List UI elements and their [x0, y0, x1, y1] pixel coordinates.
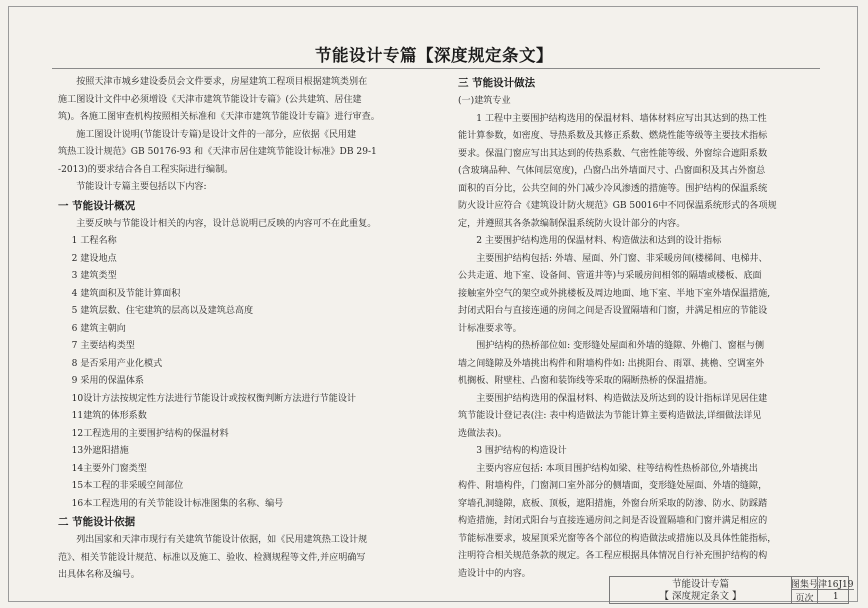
- section-2-heading: 二 节能设计依据: [58, 516, 136, 528]
- list-item: 12工程选用的主要围护结构的保温材料: [71, 428, 229, 439]
- list-item: 10设计方法按规定性方法进行节能设计或按权衡判断方法进行节能设计: [71, 393, 357, 404]
- para-line: 主要内容应包括: 本项目围护结构如梁、柱等结构性热桥部位,外墙挑出: [476, 463, 758, 474]
- list-item: 14主要外门窗类型: [71, 463, 147, 474]
- para-line: 公共走道、地下室、设备间、管道井等)与采暖房间相邻的隔墙或楼板、底面: [458, 271, 762, 281]
- list-item: 13外遮阳措施: [71, 446, 129, 456]
- list-item: 16本工程选用的有关节能设计标准图集的名称、编号: [71, 498, 284, 509]
- intro-line: 施工图设计说明(节能设计专篇)是设计文件的一部分，应依据《民用建: [76, 129, 357, 140]
- para-line: 防火设计应符合《建筑设计防火规范》GB 50016中不同保温系统形式的各项规: [458, 201, 777, 211]
- title-block-code: 津16J19: [818, 577, 854, 590]
- para-line: (含玻璃品种、气体间层宽度)，凸窗凸出外墙面尺寸、凸窗面积及其占外窗总: [458, 166, 766, 176]
- section-1-desc: 主要反映与节能设计相关的内容，设计总说明已反映的内容可不在此重复。: [76, 218, 377, 229]
- list-item: 3 建筑类型: [71, 271, 117, 281]
- list-item: 5 建筑层数、住宅建筑的层高以及建筑总高度: [71, 306, 254, 316]
- list-item: 4 建筑面积及节能计算面积: [71, 288, 181, 299]
- para-line: 构造措施，封闭式阳台与直接连通房间之间是否设置隔墙和门窗并满足相应的: [458, 516, 768, 526]
- list-item: 11建筑的体形系数: [71, 411, 147, 421]
- title-block-code-label: 图集号: [792, 577, 818, 590]
- list-item: 2 建设地点: [71, 253, 117, 264]
- para-line: 计标准要求等。: [458, 323, 522, 334]
- para-line: 墙之间缝隙及外墙挑出构件和附墙构件如: 出挑阳台、雨罩、挑檐、空调室外: [458, 358, 765, 369]
- section-3-heading: 三 节能设计做法: [458, 77, 536, 89]
- para-line: 围护结构的热桥部位如: 变形缝处屋面和外墙的缝隙、外檐门、窗框与侧: [476, 341, 765, 351]
- title-block: [609, 576, 854, 604]
- right-column: [458, 74, 818, 583]
- para-line: 机搁板、附壁柱、凸窗和装饰线等采取的隔断热桥的保温措施。: [458, 376, 713, 386]
- title-rule: [52, 68, 820, 69]
- para-line: 要求。保温门窗应写出其达到的传热系数、气密性能等级、外窗综合遮阳系数: [458, 148, 768, 159]
- title-block-name-line2: 【 深度规定条文 】: [659, 590, 742, 602]
- para-line: 定，并遵照其各条款编制保温系统防火设计部分的内容。: [458, 218, 686, 229]
- intro-line: 按照天津市城乡建设委员会文件要求，房屋建筑工程项目根据建筑类别在: [76, 77, 368, 87]
- para-line: 接触室外空气的架空或外挑楼板及周边地面、地下室、半地下室外墙保温措施,: [458, 288, 771, 299]
- title-block-name: [610, 577, 792, 604]
- para-line: 选做法表)。: [458, 428, 508, 439]
- intro-line: 节能设计专篇主要包括以下内容:: [76, 182, 207, 192]
- para-line: 2 主要围护结构选用的保温材料、构造做法和达到的设计指标: [476, 236, 722, 246]
- list-item: 9 采用的保温体系: [71, 376, 144, 386]
- para-line: 封闭式阳台与直接连通的房间之间是否设置隔墙和门窗，并满足相应的节能设: [458, 306, 768, 316]
- para-line: 主要围护结构包括: 外墙、屋面、外门窗、非采暖房间(楼梯间、电梯井、: [476, 253, 768, 264]
- para-line: 面积的百分比，公共空间的外门减少冷风渗透的措施等。围护结构的保温系统: [458, 183, 768, 194]
- title-block-page-label: 页次: [792, 590, 818, 604]
- intro-line: 施工图设计文件中必须增设《天津市建筑节能设计专篇》(公共建筑、居住建: [58, 94, 362, 105]
- list-item: 7 主要结构类型: [71, 341, 135, 351]
- para-line: 造设计中的内容。: [458, 568, 531, 579]
- para-line: 主要围护结构选用的保温材料、构造做法及所达到的设计指标详见居住建: [476, 393, 768, 404]
- intro-line: 筑)。各施工图审查机构按照相关标准和《天津市建筑节能设计专篇》进行审查。: [58, 112, 380, 122]
- para-line: 穿墙孔洞缝隙，底板、顶板，遮阳措施，外窗台所采取的防渗、防水、防踩踏: [458, 498, 768, 509]
- left-column: [58, 74, 414, 585]
- section-2-line: 列出国家和天津市现行有关建筑节能设计依据，如《民用建筑热工设计规: [76, 535, 368, 545]
- title-block-name-line1: 节能设计专篇: [671, 578, 729, 590]
- para-line: 节能标准要求，坡屋顶采光窗等各个部位的构造做法或措施以及具体性能指标，: [458, 533, 777, 544]
- para-line: 注明符合相关规范条款的规定。各工程应根据具体情况自行补充围护结构的构: [458, 551, 768, 561]
- para-line: 1 工程中主要围护结构选用的保温材料、墙体材料应写出其达到的热工性: [476, 113, 767, 124]
- para-line: 筑节能设计登记表(注: 表中构造做法为节能计算主要构造做法,详细做法详见: [458, 411, 762, 421]
- para-line: 能计算参数，如密度、导热系数及其修正系数、燃烧性能等级等主要技术指标: [458, 131, 768, 141]
- list-item: 6 建筑主朝向: [71, 323, 126, 334]
- title-block-page: 1: [832, 592, 839, 602]
- section-2-line: 出具体名称及编号。: [58, 570, 140, 580]
- section-1-heading: 一 节能设计概况: [58, 199, 136, 212]
- page-title: 节能设计专篇【深度规定条文】: [315, 46, 553, 65]
- section-2-line: 范》、相关节能设计规范、标准以及施工、验收、检测规程等文件,并应明确写: [58, 552, 366, 563]
- intro-line: -2013)的要求结合各自工程实际进行编制。: [58, 164, 234, 175]
- para-line: 构件、附墙构件，门窗洞口室外部分的侧墙面，变形缝处屋面、外墙的缝隙，: [458, 481, 768, 491]
- list-item: 15本工程的非采暖空间部位: [71, 481, 184, 491]
- list-item: 1 工程名称: [71, 236, 117, 246]
- para-line: 3 围护结构的构造设计: [476, 446, 567, 456]
- intro-line: 筑热工设计规范》GB 50176-93 和《天津市居住建筑节能设计标准》DB 29-1: [58, 147, 377, 157]
- list-item: 8 是否采用产业化模式: [71, 358, 163, 369]
- sub-heading: (一)建筑专业: [458, 96, 511, 106]
